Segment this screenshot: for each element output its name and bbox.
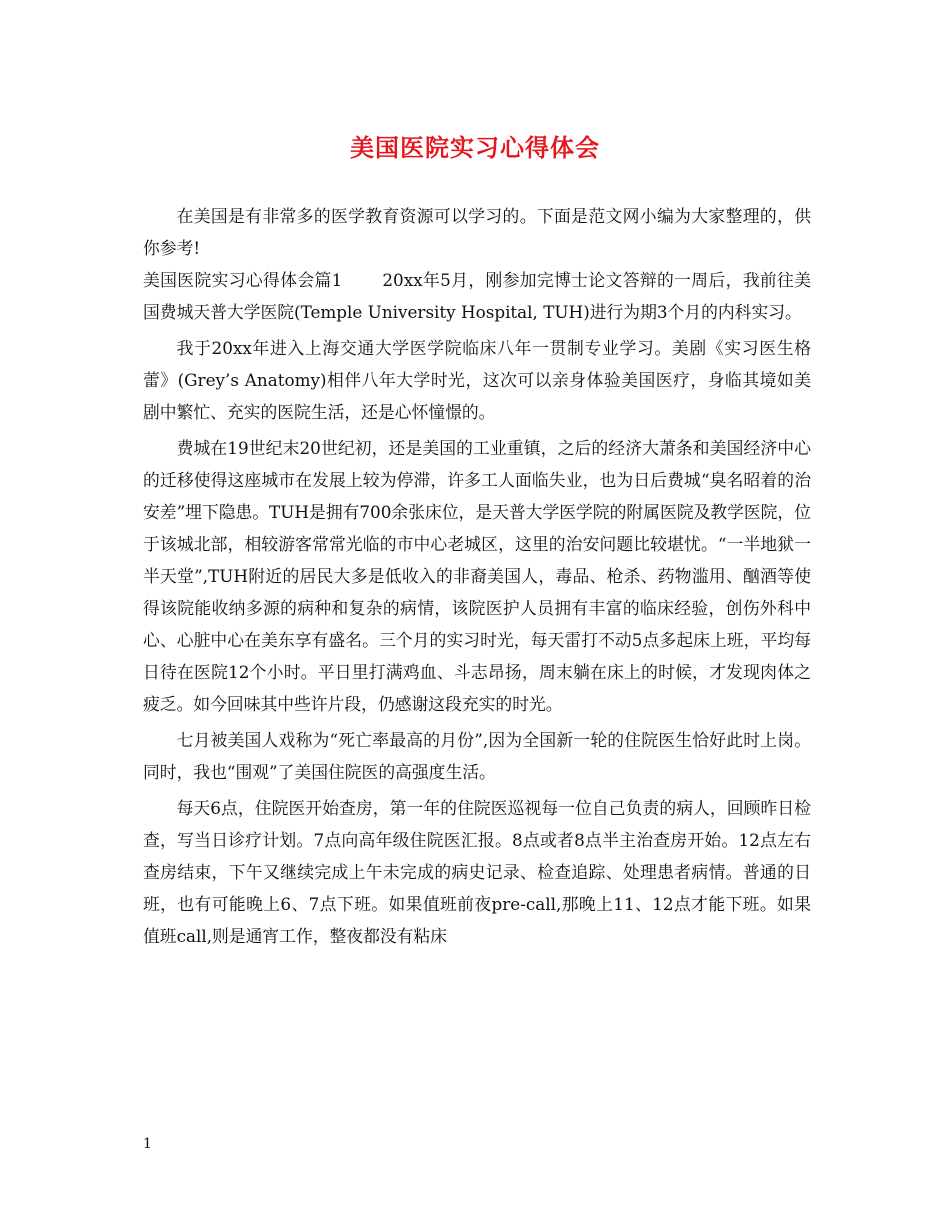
section-label: 美国医院实习心得体会篇1	[143, 270, 343, 290]
body-paragraph-2: 费城在19世纪末20世纪初，还是美国的工业重镇，之后的经济大萧条和美国经济中心的迁移使得这座城市在发展上较为停滞，许多工人面临失业，也为日后费城“臭名昭着的治安差”埋下隐患。TUH是拥有700余张床位，是天普大学医学院的附属医院及教学医院，位于该城北部，相较游客常常光临的市中心老城区，这里的治安问题比较堪忧。“一半地狱一半天堂”,TUH附近的居民大多是低收入的非裔美国人，毒品、枪杀、药物滥用、酗酒等使得该院能收纳多源的病种和复杂的病情，该院医护人员拥有丰富的临床经验，创伤外科中心、心脏中心在美东享有盛名。三个月的实习时光，每天雷打不动5点多起床上班，平均每日待在医院12个小时。平日里打满鸡血、斗志昂扬，周末躺在床上的时候，才发现肉体之疲乏。如今回味其中些许片段，仍感谢这段充实的时光。	[143, 438, 811, 714]
intro-paragraph: 在美国是有非常多的医学教育资源可以学习的。下面是范文网小编为大家整理的，供你参考!	[143, 206, 811, 258]
body-paragraph-3: 七月被美国人戏称为“死亡率最高的月份”,因为全国新一轮的住院医生恰好此时上岗。同时，我也“围观”了美国住院医的高强度生活。	[143, 730, 811, 782]
document-title: 美国医院实习心得体会	[350, 133, 600, 162]
body-paragraph-1: 我于20xx年进入上海交通大学医学院临床八年一贯制专业学习。美剧《实习医生格蕾》(Grey’s Anatomy)相伴八年大学时光，这次可以亲身体验美国医疗，身临其境如美剧中繁忙、充实的医院生活，还是心怀憧憬的。	[143, 338, 811, 422]
section-opening-text: 20xx年5月，刚参加完博士论文答辩的一周后，我前往美国费城天普大学医院(Temple University Hospital, TUH)进行为期3个月的内科实习。	[143, 270, 811, 322]
page-number: 1	[143, 1136, 152, 1152]
body-paragraph-4: 每天6点，住院医开始查房，第一年的住院医巡视每一位自己负责的病人，回顾昨日检查，写当日诊疗计划。7点向高年级住院医汇报。8点或者8点半主治查房开始。12点左右查房结束，下午又继续完成上午未完成的病史记录、检查追踪、处理患者病情。普通的日班，也有可能晚上6、7点下班。如果值班前夜pre-call,那晚上11、12点才能下班。如果值班call,则是通宵工作，整夜都没有粘床	[143, 798, 811, 946]
document-body	[143, 200, 811, 956]
section-opening-paragraph	[143, 264, 811, 328]
